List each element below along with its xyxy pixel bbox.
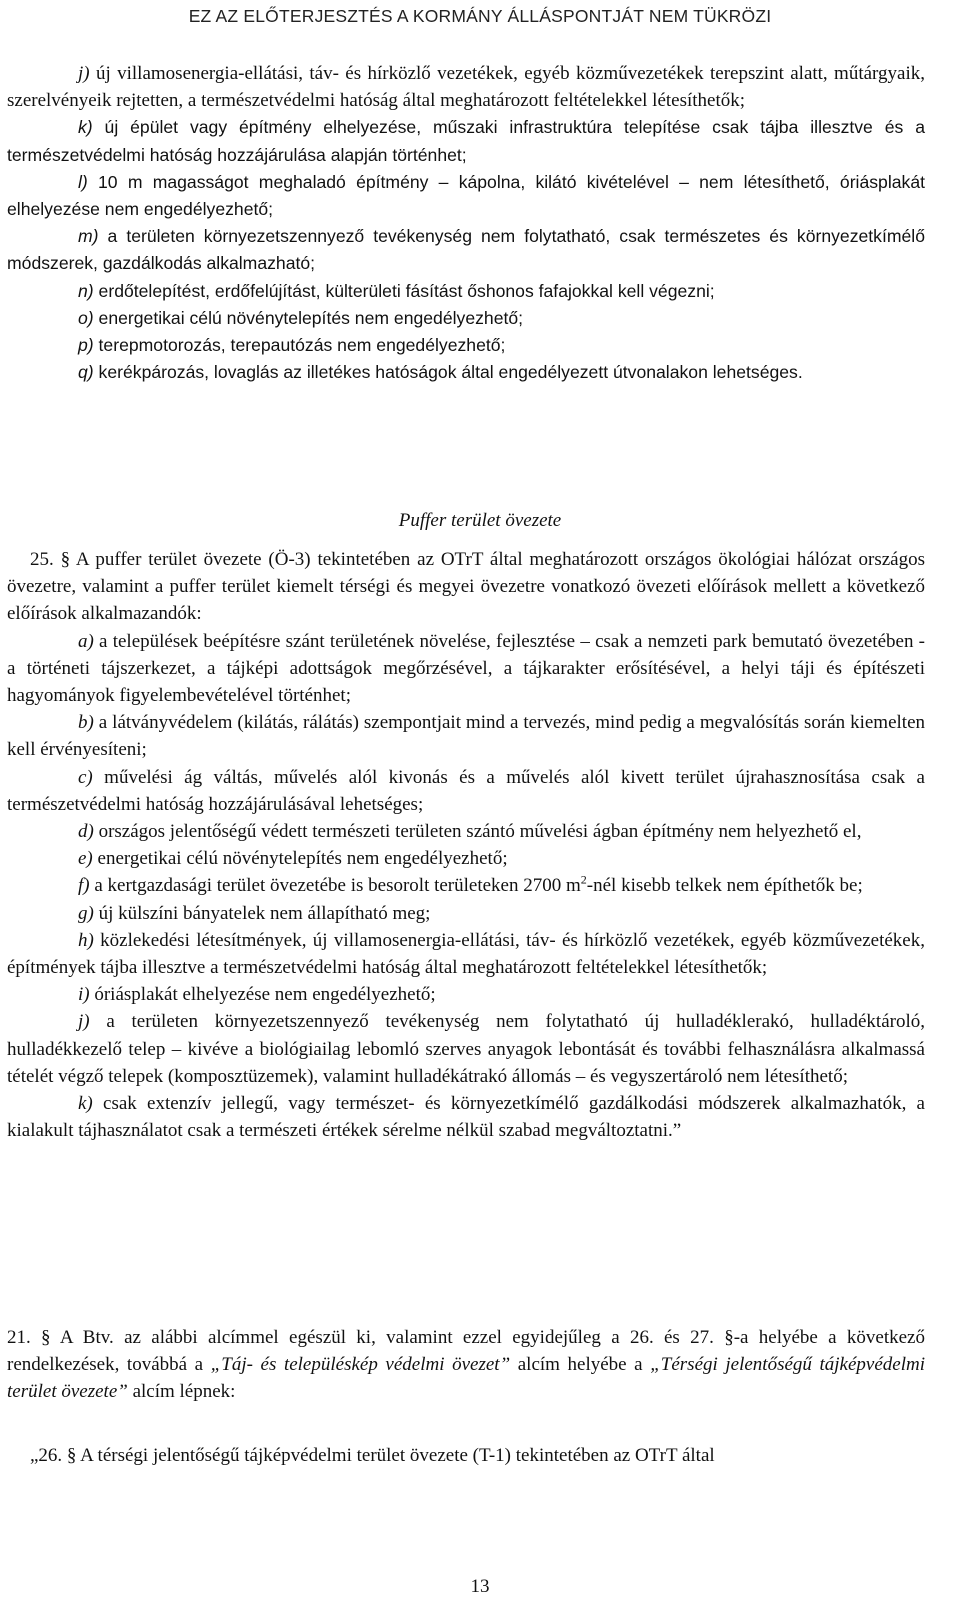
list-item: c) művelési ág váltás, művelés alól kivonás és a művelés alól kivett terület újrahasznosítása csak a természetvédelmi hatóság hozzájárulásával lehetséges;: [7, 766, 925, 815]
list-item: i) óriásplakát elhelyezése nem engedélyezhető;: [78, 984, 436, 1006]
list-item: d) országos jelentőségű védett természeti területen szántó művelési ágban építmény nem helyezhető el,: [78, 821, 862, 843]
list-item: j) új villamosenergia-ellátási, táv- és hírközlő vezetékek, egyéb közművezetékek terepszint alatt, műtárgyaik, szerelvényeik rejtetten, a természetvédelmi hatóság által meghatározott feltételekkel létesíthetők;: [7, 63, 925, 112]
paragraph-26: „26. § A térségi jelentőségű tájképvédelmi terület övezete (T-1) tekintetében az OTrT által: [30, 1445, 715, 1466]
paragraph-21: 21. § A Btv. az alábbi alcímmel egészül ki, valamint ezzel egyidejűleg a 26. és 27. §-a helyébe a következő rendelkezések, továbbá a „Táj- és településkép védelmi övezet” alcím helyébe a „Térségi jelentőségű tájképvédelmi terület övezete” alcím lépnek:: [7, 1327, 925, 1403]
page-number: 13: [470, 1576, 490, 1597]
list-item: a) a települések beépítésre szánt területének növelése, fejlesztése – csak a nemzeti park bemutató övezetében - a történeti tájszerkezet, a tájképi adottságok megőrzésével, a tájkarakter erősítésével, a helyi táji és építészeti hagyományok figyelembevételével történhet;: [7, 630, 925, 707]
list-item: f) a kertgazdasági terület övezetébe is besorolt területeken 2700 $m^2$-nél kisebb telkek nem építhetők be;: [78, 873, 863, 897]
list-item: g) új külszíni bányatelek nem állapítható meg;: [78, 902, 431, 924]
superscript: 2: [580, 873, 587, 888]
list-item: b) a látványvédelem (kilátás, rálátás) szempontjait mind a tervezés, mind pedig a megvalósítás során kiemelten kell érvényesíteni;: [7, 712, 925, 761]
paragraph-25: 25. § A puffer terület övezete (Ö-3) tekintetében az OTrT által meghatározott országos ökológiai hálózat országos övezetre, valamint a puffer terület kiemelt térségi és megyei övezetre vonatkozó övezeti előírások mellett a következő előírások alkalmazandók:: [7, 549, 925, 625]
page-header: EZ AZ ELŐTERJESZTÉS A KORMÁNY ÁLLÁSPONTJÁT NEM TÜKRÖZI: [188, 6, 772, 26]
list-item: q) kerékpározás, lovaglás az illetékes hatóságok által engedélyezett útvonalakon lehetséges.: [78, 362, 803, 383]
list-item: n) erdőtelepítést, erdőfelújítást, külterületi fásítást őshonos fafajokkal kell végezni;: [78, 280, 715, 301]
list-item: k) csak extenzív jellegű, vagy természet- és környezetkímélő gazdálkodási módszerek alkalmazhatók, a kialakult tájhasználatot csak a természeti értékek sérelme nélkül szabad megváltoztatni.”: [7, 1093, 925, 1142]
list-item: h) közlekedési létesítmények, új villamosenergia-ellátási, táv- és hírközlő vezetékek, egyéb közművezetékek, építmények tájba illesztve a természetvédelmi hatóság által meghatározott feltételekkel létesíthetők;: [7, 929, 925, 979]
list-item: k) új épület vagy építmény elhelyezése, műszaki infrastruktúra telepítése csak tájba illesztve és a természetvédelmi hatóság hozzájárulása alapján történhet;: [7, 117, 925, 165]
list-section-2: [7, 546, 925, 1144]
list-item: m) a területen környezetszennyező tevékenység nem folytatható, csak természetes és környezetkímélő módszerek, gazdálkodás alkalmazható;: [7, 226, 925, 274]
list-item: l) 10 m magasságot meghaladó építmény – kápolna, kilátó kivételével – nem létesíthető, óriásplakát elhelyezése nem engedélyezhető;: [7, 171, 925, 220]
section-title: Puffer terület övezete: [398, 510, 562, 531]
list-section-1: [7, 60, 925, 386]
list-item: j) a területen környezetszennyező tevékenység nem folytatható új hulladéklerakó, hulladéktároló, hulladékkezelő telep – kivéve a biológiailag lebomló szerves anyagok lebontását és további felhasználásra alkalmassá tételét végző telepek (komposztüzemek), valamint hulladékátrakó állomás – és vegyszertároló nem létesíthető;: [7, 1011, 925, 1087]
list-item: p) terepmotorozás, terepautózás nem engedélyezhető;: [78, 335, 506, 356]
list-item: o) energetikai célú növénytelepítés nem engedélyezhető;: [78, 307, 524, 328]
list-item: e) energetikai célú növénytelepítés nem engedélyezhető;: [78, 848, 508, 870]
